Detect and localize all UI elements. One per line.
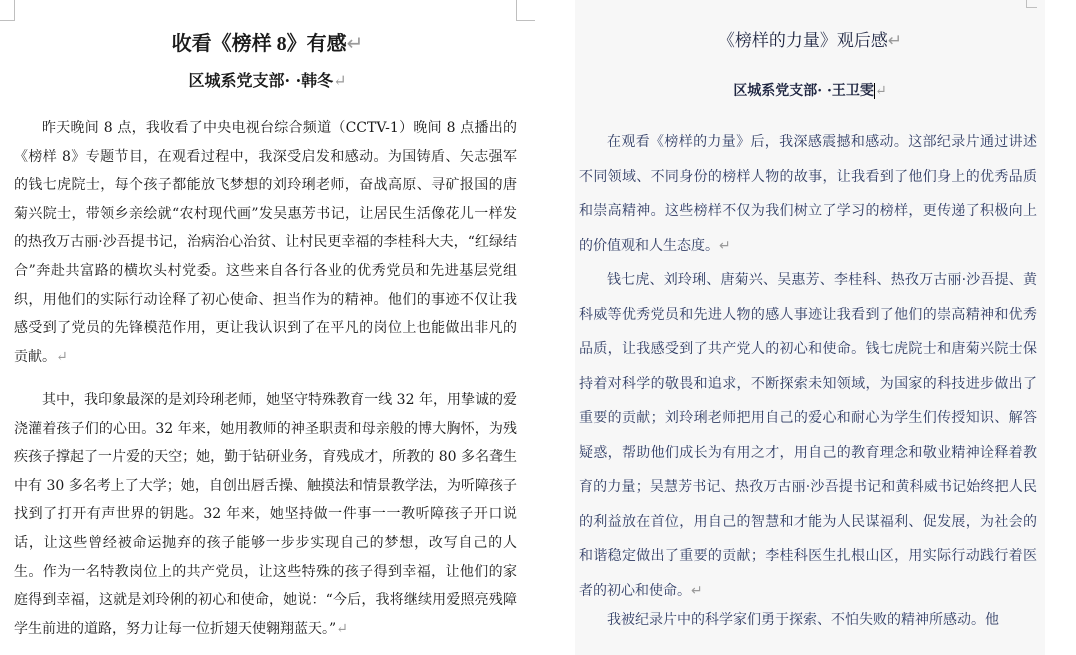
body-paragraph: 其中，我印象最深的是刘玲琍老师，她坚守特殊教育一线 32 年，用挚诚的爱浇灌着孩子们的心田。32 年来，她用教师的神圣职责和母亲般的博大胸怀，为残疾孩子撑起了一片爱的天空；她，勤于钻研业务，育残成才，所教的 80 多名聋生中有 30 多名考上了大学；她，自创出唇舌操、触摸法和情景教学法，为听障孩子找到了打开有声世界的钥匙。32 年来，她坚持做一件事一一教听障孩子开口说话，让这些曾经被命运抛弃的孩子能够一步步实现自己的梦想，改写自己的人生。作为一名特教岗位上的共产党员，让这些特殊的孩子得到幸福，让他们的家庭得到幸福，这就是刘玲俐的初心和使命，她说：“今后，我将继续用爱照亮残障学生前进的道路，努力让每一位折翅天使翱翔蓝天。”↵ (14, 392, 517, 637)
body-paragraph: 钱七虎、刘玲琍、唐菊兴、吴惠芳、李桂科、热孜万古丽·沙吾提、黄科威等优秀党员和先进人物的感人事迹让我看到了他们的崇高精神和优秀品质，让我感受到了共产党人的初心和使命。钱七虎院士和唐菊兴院士保持着对科学的敬畏和追求，不断探索未知领域，为国家的科技进步做出了重要的贡献；刘玲琍老师把用自己的爱心和耐心为学生们传授知识、解答疑惑，帮助他们成长为有用之才，用自己的教育理念和敬业精神诠释着教育的力量；吴慧芳书记、热孜万古丽·沙吾提书记和黄科威书记始终把人民的利益放在首位，用自己的智慧和才能为人民谋福利、促发展，为社会的和谐稳定做出了重要的贡献；李桂科医生扎根山区，用实际行动践行着医者的初心和使命。↵ (579, 272, 1037, 599)
left-document-page[interactable] (0, 0, 535, 655)
document-author: 区城系党支部· ·王卫雯↵ (733, 83, 887, 99)
paragraph-mark-icon: ↵ (691, 582, 703, 599)
body-paragraph: 昨天晚间 8 点，我收看了中央电视台综合频道（CCTV-1）晚间 8 点播出的《榜样 8》专题节目，在观看过程中，我深受启发和感动。为国铸盾、矢志强军的钱七虎院士，每个孩子都能放飞梦想的刘玲琍老师，奋战高原、寻矿报国的唐菊兴院士，带领乡亲绘就“农村现代画”发吴惠芳书记，让居民生活像花儿一样发的热孜万古丽·沙吾提书记，治病治心治贫、让村民更幸福的李桂科大夫，“红绿结合”奔赴共富路的横坎头村党委。这些来自各行各业的优秀党员和先进基层党组织，用他们的实际行动诠释了初心使命、担当作为的精神。他们的事迹不仅让我感受到了党员的先锋模范作用，更让我认识到了在平凡的岗位上也能做出非凡的贡献。↵ (14, 120, 517, 365)
paragraph-mark-icon: ↵ (887, 31, 903, 51)
paragraph-mark-icon: ↵ (56, 348, 68, 365)
document-title: 收看《榜样 8》有感↵ (171, 33, 364, 55)
paragraph-mark-icon: ↵ (333, 71, 347, 90)
body-paragraph: 在观看《榜样的力量》后，我深感震撼和感动。这部纪录片通过讲述不同领域、不同身份的榜样人物的故事，让我看到了他们身上的优秀品质和崇高精神。这些榜样不仅为我们树立了学习的榜样，更传递了积极向上的价值观和人生态度。↵ (579, 134, 1037, 254)
margin-corner-mark (516, 0, 535, 21)
paragraph-mark-icon: ↵ (346, 33, 364, 55)
margin-corner-mark (1026, 0, 1037, 8)
body-paragraph: 我被纪录片中的科学家们勇于探索、不怕失败的精神所感动。他 (607, 612, 999, 628)
document-author: 区城系党支部· ·韩冬↵ (188, 71, 347, 90)
margin-corner-mark (0, 0, 15, 21)
paragraph-mark-icon: ↵ (336, 620, 348, 637)
right-document-page[interactable] (575, 0, 1045, 655)
document-title: 《榜样的力量》观后感↵ (717, 31, 903, 51)
paragraph-mark-icon: ↵ (719, 237, 731, 254)
paragraph-mark-icon: ↵ (874, 83, 887, 99)
